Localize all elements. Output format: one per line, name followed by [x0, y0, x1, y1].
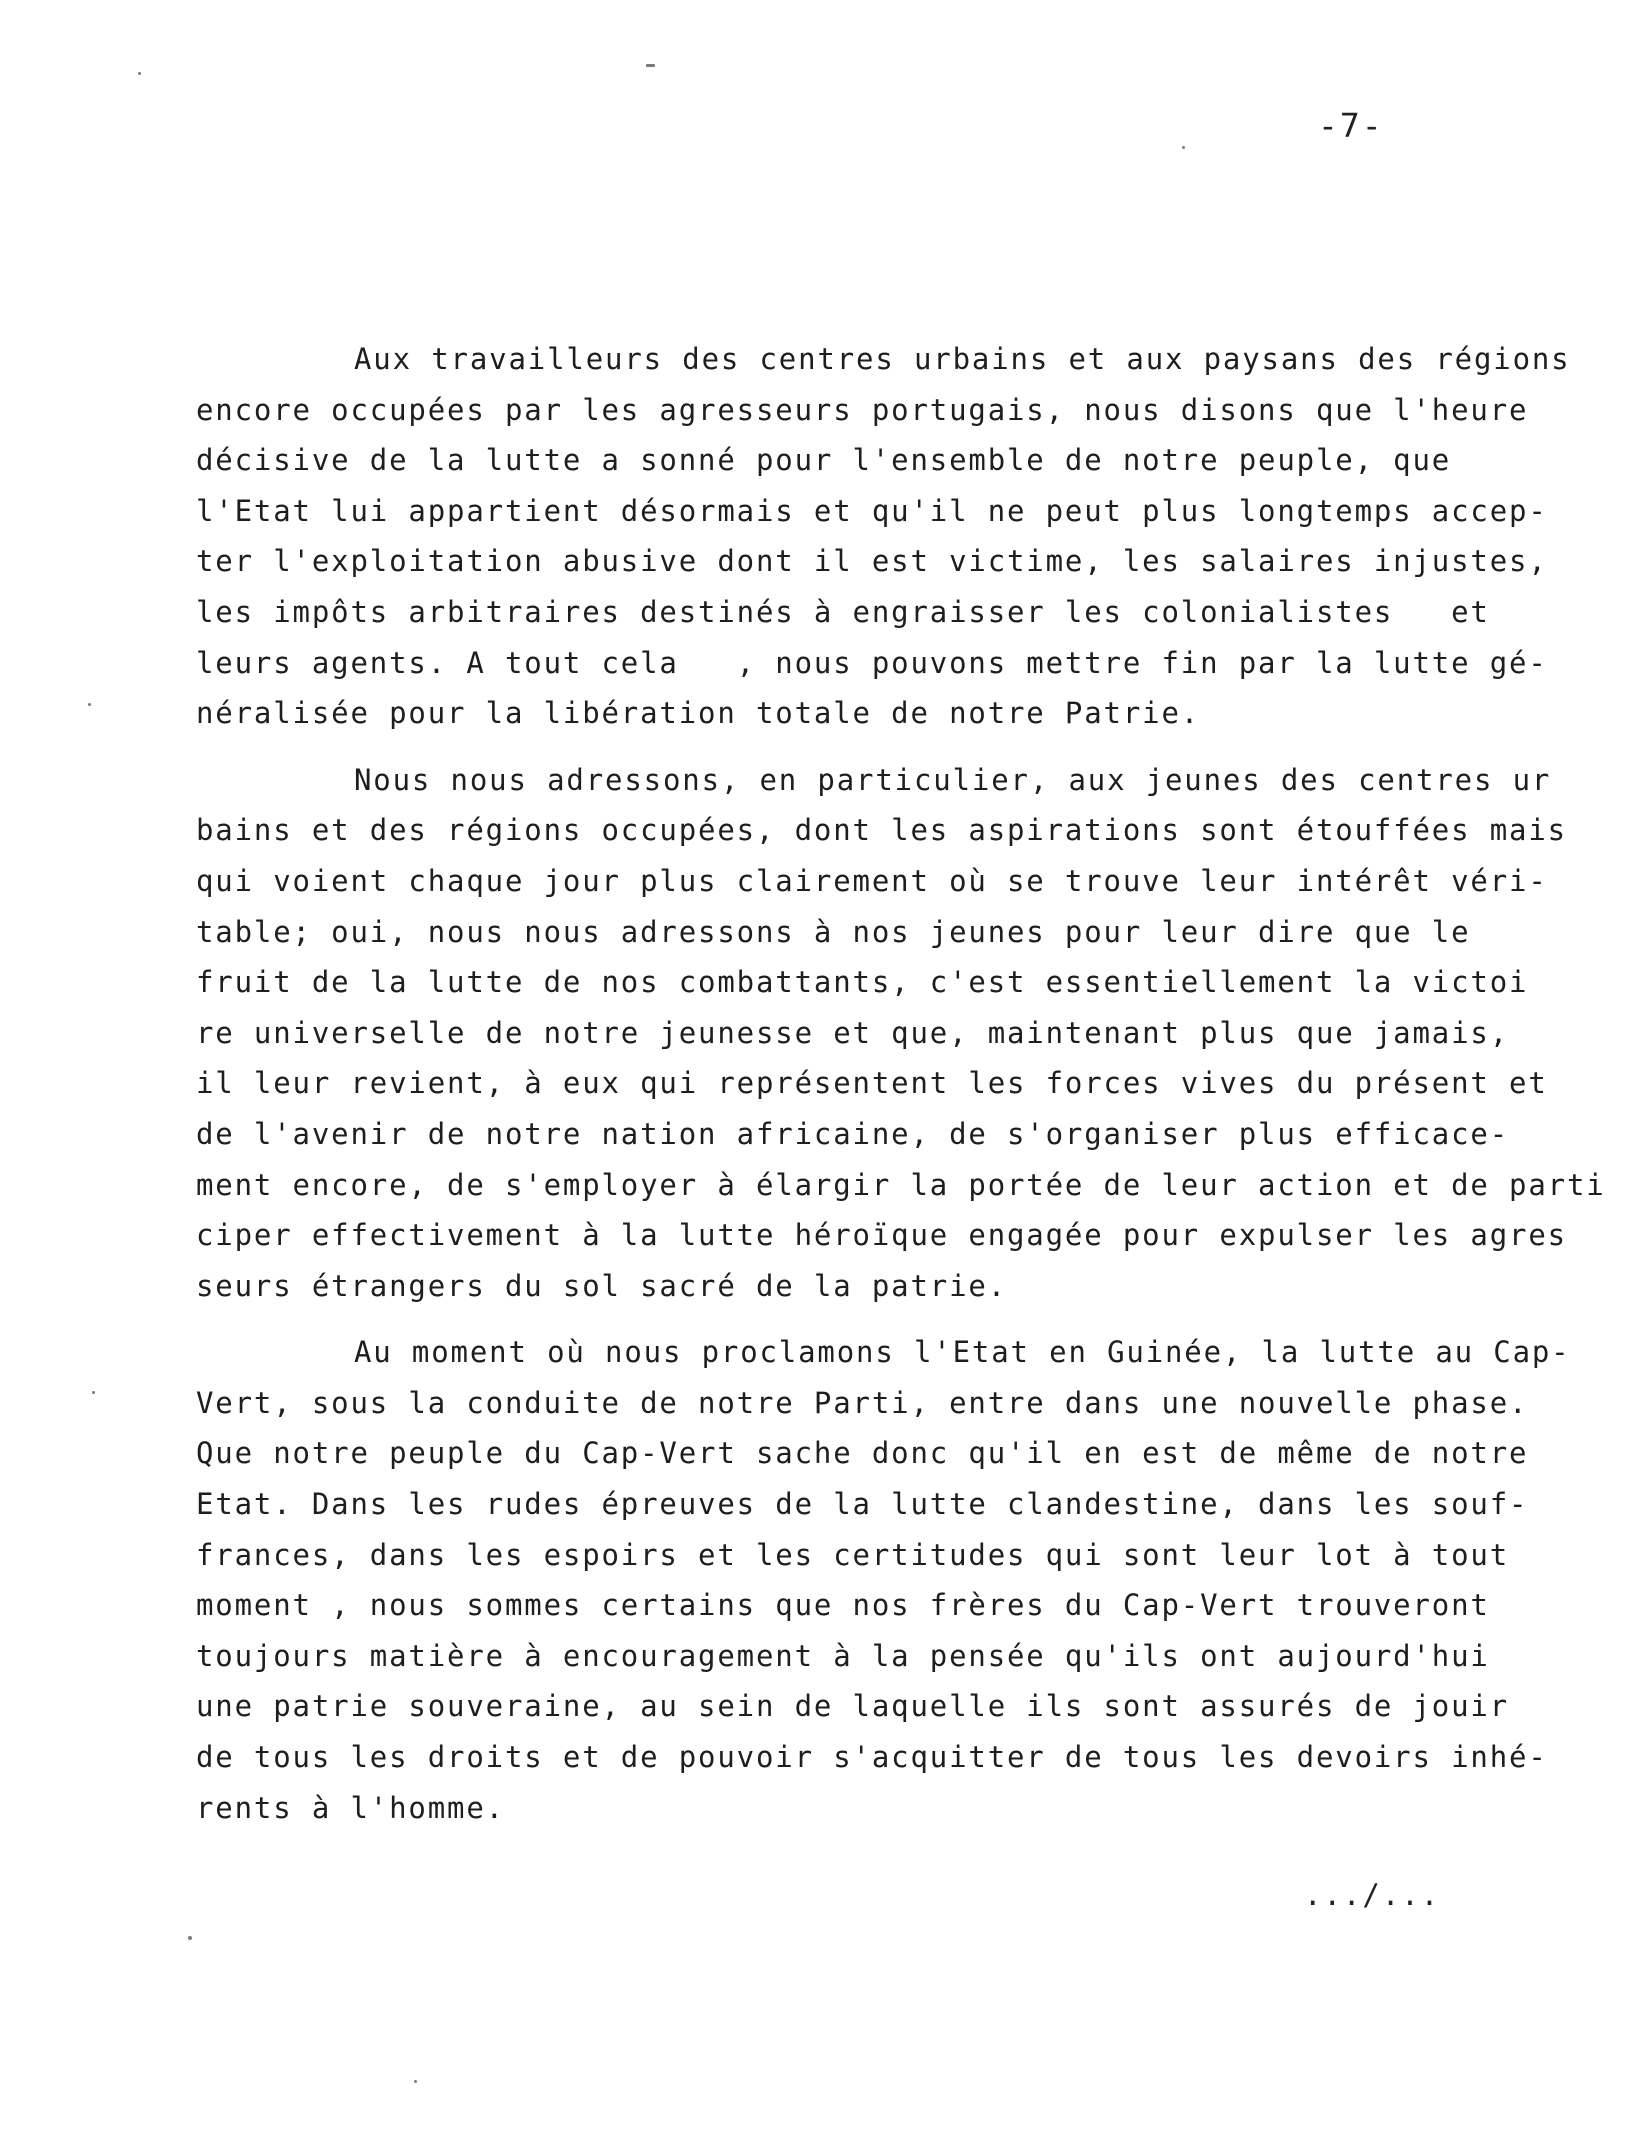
text-line: Etat. Dans les rudes épreuves de la lutte clandestine, dans les souf-	[196, 1487, 1529, 1522]
text-line: Au moment où nous proclamons l'Etat en Guinée, la lutte au Cap-	[354, 1335, 1571, 1370]
text-line: l'Etat lui appartient désormais et qu'il ne peut plus longtemps accep-	[196, 493, 1548, 528]
text-line: moment , nous sommes certains que nos frères du Cap-Vert trouveront	[196, 1588, 1490, 1623]
text-line: une patrie souveraine, au sein de laquelle ils sont assurés de jouir	[196, 1689, 1510, 1724]
body-text	[196, 334, 1616, 1849]
scan-speck	[1182, 146, 1185, 149]
text-line: les impôts arbitraires destinés à engraisser les colonialistes et	[196, 594, 1490, 629]
text-line: leurs agents. A tout cela , nous pouvons mettre fin par la lutte gé-	[196, 645, 1548, 680]
text-line: bains et des régions occupées, dont les aspirations sont étouffées mais	[196, 813, 1567, 848]
text-line: qui voient chaque jour plus clairement où se trouve leur intérêt véri-	[196, 863, 1548, 898]
text-line: ter l'exploitation abusive dont il est victime, les salaires injustes,	[196, 544, 1548, 579]
scan-speck	[88, 703, 91, 706]
paragraph-3	[196, 1327, 1616, 1833]
text-line: frances, dans les espoirs et les certitudes qui sont leur lot à tout	[196, 1537, 1510, 1572]
text-line: table; oui, nous nous adressons à nos jeunes pour leur dire que le	[196, 914, 1471, 949]
text-line: rents à l'homme.	[196, 1790, 505, 1825]
text-line: de l'avenir de notre nation africaine, de s'organiser plus efficace-	[196, 1116, 1510, 1151]
scan-speck	[92, 1391, 95, 1394]
text-line: fruit de la lutte de nos combattants, c'est essentiellement la victoi	[196, 965, 1529, 1000]
text-line: Que notre peuple du Cap-Vert sache donc qu'il en est de même de notre	[196, 1436, 1529, 1471]
scan-speck	[188, 1936, 192, 1940]
paragraph-1	[196, 334, 1616, 739]
text-line: il leur revient, à eux qui représentent les forces vives du présent et	[196, 1066, 1548, 1101]
text-line: Vert, sous la conduite de notre Parti, entre dans une nouvelle phase.	[196, 1385, 1529, 1420]
page-number: -7-	[1318, 106, 1384, 145]
paragraph-2	[196, 755, 1616, 1312]
text-line: ciper effectivement à la lutte héroïque engagée pour expulser les agres	[196, 1218, 1567, 1253]
scan-speck	[414, 2080, 417, 2083]
scan-speck	[646, 64, 655, 67]
text-line: re universelle de notre jeunesse et que, maintenant plus que jamais,	[196, 1015, 1510, 1050]
text-line: de tous les droits et de pouvoir s'acquitter de tous les devoirs inhé-	[196, 1740, 1548, 1775]
text-line: Nous nous adressons, en particulier, aux jeunes des centres ur	[354, 762, 1552, 797]
text-line: encore occupées par les agresseurs portugais, nous disons que l'heure	[196, 392, 1529, 427]
continuation-mark: .../...	[1304, 1878, 1441, 1912]
text-line: ment encore, de s'employer à élargir la portée de leur action et de parti	[196, 1167, 1606, 1202]
text-line: Aux travailleurs des centres urbains et aux paysans des régions	[354, 342, 1571, 376]
scan-speck	[138, 72, 141, 75]
text-line: néralisée pour la libération totale de notre Patrie.	[196, 696, 1201, 731]
text-line: décisive de la lutte a sonné pour l'ensemble de notre peuple, que	[196, 443, 1452, 478]
text-line: seurs étrangers du sol sacré de la patrie.	[196, 1268, 1007, 1303]
text-line: toujours matière à encouragement à la pensée qu'ils ont aujourd'hui	[196, 1638, 1490, 1673]
